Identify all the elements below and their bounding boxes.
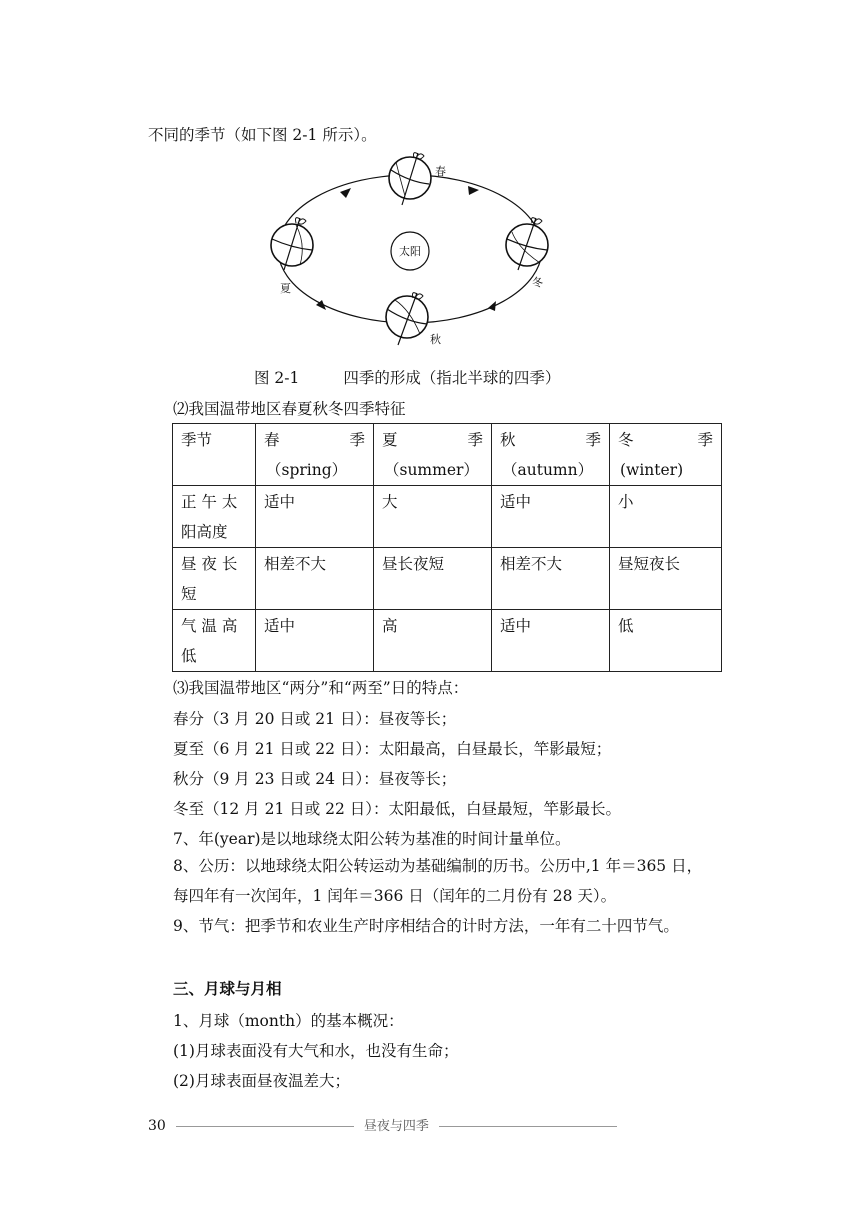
table-cell: 适中 bbox=[256, 486, 374, 548]
table-header-cell: 春 季 （spring） bbox=[256, 424, 374, 486]
orbit-arrow-icon bbox=[488, 301, 496, 311]
footer-rule bbox=[176, 1126, 354, 1127]
moon-intro: 1、月球（month）的基本概况： bbox=[173, 1012, 404, 1030]
table-header-cell: 夏 季 （summer） bbox=[374, 424, 492, 486]
table-row-label: 气 温 高 低 bbox=[173, 610, 256, 672]
moon-fact: (2)月球表面昼夜温差大； bbox=[173, 1072, 350, 1090]
footer-chapter: 昼夜与四季 bbox=[363, 1119, 429, 1134]
table-cell: 低 bbox=[610, 610, 722, 672]
figure-number: 图 2-1 bbox=[254, 369, 300, 387]
table-header-cell: 秋 季 （autumn） bbox=[492, 424, 610, 486]
season-features-table bbox=[172, 423, 722, 672]
table-row-label: 昼 夜 长 短 bbox=[173, 548, 256, 610]
earth-spring-icon bbox=[389, 153, 431, 205]
solar-term-spring-equinox: 春分（3 月 20 日或 21 日）：昼夜等长； bbox=[173, 710, 457, 728]
table-cell: 适中 bbox=[492, 486, 610, 548]
table-row bbox=[173, 610, 722, 672]
orbit-arrow-icon bbox=[468, 186, 479, 195]
earth-winter-icon bbox=[506, 218, 548, 270]
seasons-orbit-diagram bbox=[250, 148, 570, 358]
figure-title: 四季的形成（指北半球的四季） bbox=[343, 369, 561, 387]
orbit-arrow-icon bbox=[340, 188, 351, 198]
page-number: 30 bbox=[148, 1118, 166, 1134]
item-solar-terms: 9、节气：把季节和农业生产时序相结合的计时方法，一年有二十四节气。 bbox=[173, 917, 679, 935]
page-footer bbox=[148, 1115, 627, 1134]
table-cell: 相差不大 bbox=[492, 548, 610, 610]
table-header-cell: 冬 季 (winter) bbox=[610, 424, 722, 486]
item-calendar: 8、公历：以地球绕太阳公转运动为基础编制的历书。公历中,1 年＝365 日，每四年有一次闰年，1 闰年＝366 日（闰年的二月份有 28 天）。 bbox=[173, 857, 703, 905]
table-row bbox=[173, 486, 722, 548]
table-cell: 昼长夜短 bbox=[374, 548, 492, 610]
table-corner-cell: 季节 bbox=[173, 424, 256, 486]
earth-autumn-icon bbox=[386, 293, 428, 345]
sun-label: 太阳 bbox=[399, 245, 421, 258]
table-cell: 大 bbox=[374, 486, 492, 548]
table-cell: 相差不大 bbox=[256, 548, 374, 610]
item-year: 7、年(year)是以地球绕太阳公转为基准的时间计量单位。 bbox=[173, 830, 571, 848]
earth-summer-icon bbox=[271, 218, 313, 270]
figure-caption bbox=[254, 366, 560, 388]
table-row-label: 正 午 太 阳高度 bbox=[173, 486, 256, 548]
table-row bbox=[173, 548, 722, 610]
season-label-winter: 冬 bbox=[532, 276, 543, 289]
moon-fact: (1)月球表面没有大气和水，也没有生命； bbox=[173, 1042, 459, 1060]
season-label-summer: 夏 bbox=[280, 282, 291, 295]
solar-term-summer-solstice: 夏至（6 月 21 日或 22 日）：太阳最高，白昼最长，竿影最短； bbox=[173, 740, 612, 758]
section-heading: 三、月球与月相 bbox=[173, 980, 282, 998]
section-title: ⑵我国温带地区春夏秋冬四季特征 bbox=[173, 400, 406, 418]
table-cell: 小 bbox=[610, 486, 722, 548]
table-cell: 高 bbox=[374, 610, 492, 672]
table-cell: 适中 bbox=[492, 610, 610, 672]
section-title: ⑶我国温带地区“两分”和“两至”日的特点： bbox=[173, 679, 469, 697]
solar-term-autumn-equinox: 秋分（9 月 23 日或 24 日）：昼夜等长； bbox=[173, 770, 457, 788]
table-cell: 昼短夜长 bbox=[610, 548, 722, 610]
table-header-row bbox=[173, 424, 722, 486]
footer-rule bbox=[439, 1126, 617, 1127]
intro-text: 不同的季节（如下图 2-1 所示）。 bbox=[148, 126, 377, 144]
season-label-autumn: 秋 bbox=[430, 333, 441, 346]
solar-term-winter-solstice: 冬至（12 月 21 日或 22 日）：太阳最低，白昼最短，竿影最长。 bbox=[173, 800, 622, 818]
table-cell: 适中 bbox=[256, 610, 374, 672]
season-label-spring: 春 bbox=[435, 165, 446, 178]
